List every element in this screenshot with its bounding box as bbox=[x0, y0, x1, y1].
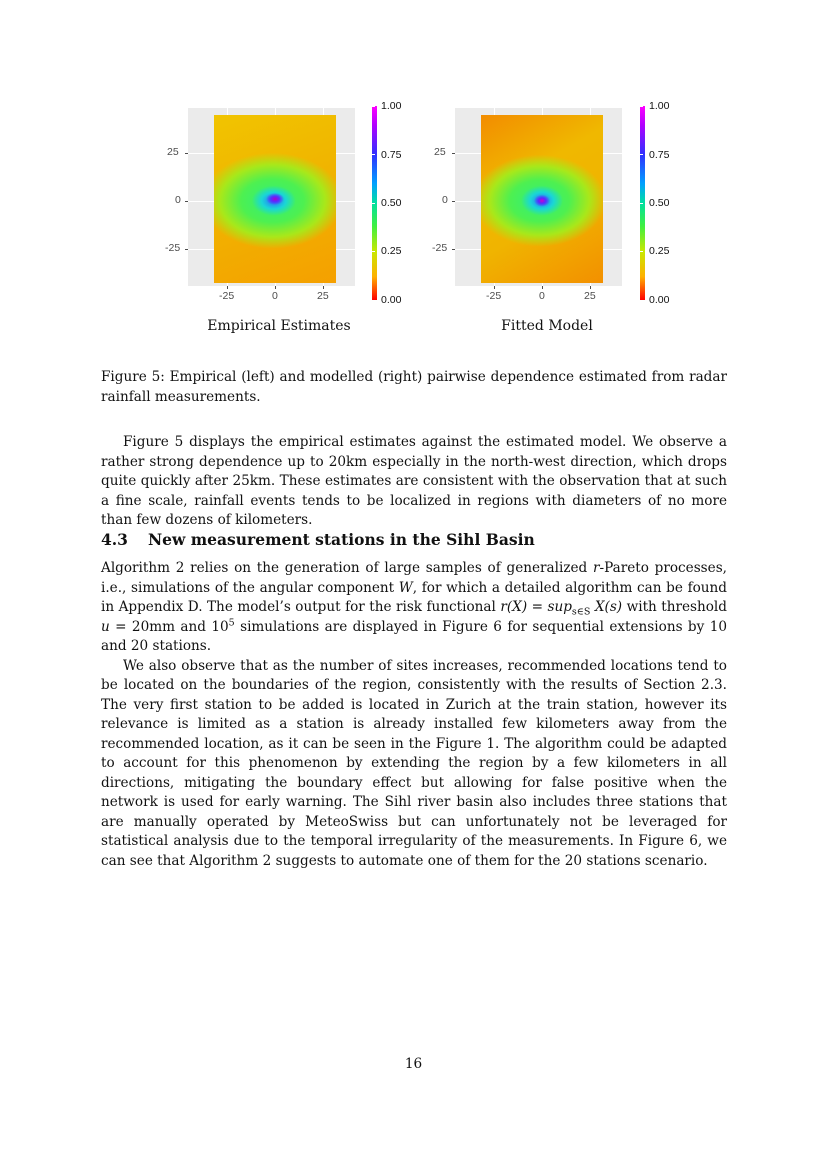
x-tick bbox=[275, 286, 276, 289]
colorbar-label: 0.00 bbox=[381, 294, 402, 306]
paragraph bbox=[101, 433, 727, 531]
y-tick bbox=[452, 201, 455, 202]
x-tick-label: 0 bbox=[272, 290, 278, 302]
colorbar-label: 0.25 bbox=[649, 245, 670, 257]
y-tick-label: -25 bbox=[432, 242, 448, 254]
colorbar-tick bbox=[372, 154, 375, 155]
math-formula: r(X) = sup bbox=[500, 599, 572, 615]
y-tick bbox=[452, 249, 455, 250]
math-W: W bbox=[398, 579, 413, 596]
colorbar-label: 0.50 bbox=[381, 197, 402, 209]
x-tick bbox=[227, 286, 228, 289]
colorbar-tick bbox=[640, 203, 643, 204]
colorbar-label: 0.25 bbox=[381, 245, 402, 257]
x-tick-label: 25 bbox=[584, 290, 596, 302]
section-title: New measurement stations in the Sihl Basin bbox=[147, 530, 535, 549]
y-tick bbox=[452, 153, 455, 154]
x-tick bbox=[542, 286, 543, 289]
x-tick bbox=[590, 286, 591, 289]
colorbar-tick bbox=[640, 154, 643, 155]
subfigure-caption-empirical: Empirical Estimates bbox=[207, 318, 351, 334]
text-run: Algorithm 2 relies on the generation of large samples of generalized bbox=[101, 560, 593, 576]
y-tick bbox=[185, 249, 188, 250]
x-tick-label: 25 bbox=[317, 290, 329, 302]
heatmap-empirical bbox=[214, 115, 336, 283]
y-tick-label: 0 bbox=[442, 194, 448, 206]
colorbar-tick bbox=[372, 106, 375, 107]
figure-caption: Figure 5: Empirical (left) and modelled (right) pairwise dependence estimated from radar rainfall measurements. bbox=[101, 369, 727, 405]
colorbar-label: 1.00 bbox=[649, 100, 670, 112]
y-tick-label: 0 bbox=[175, 194, 181, 206]
colorbar-tick bbox=[640, 106, 643, 107]
math-formula: X(s) bbox=[590, 599, 623, 615]
page-number: 16 bbox=[404, 1056, 423, 1072]
x-tick bbox=[323, 286, 324, 289]
colorbar-tick bbox=[640, 251, 643, 252]
paragraph-text bbox=[101, 559, 727, 657]
paragraph-text: Figure 5 displays the empirical estimates against the estimated model. We observe a rather strong dependence up to 20km especially in the north-west direction, which drops quite quickly after 25km. These estimates are consistent with the observation that at such a fine scale, rainfall events tends to be localized in regions with diameters of no more than few dozens of kilometers. bbox=[101, 434, 727, 528]
subfigure-caption-fitted: Fitted Model bbox=[501, 318, 593, 334]
math-u: u bbox=[101, 618, 110, 635]
x-tick-label: -25 bbox=[219, 290, 235, 302]
y-tick bbox=[185, 153, 188, 154]
text-run: = 20mm and 10 bbox=[109, 618, 229, 635]
x-tick-label: -25 bbox=[486, 290, 502, 302]
heatmap-fitted bbox=[481, 115, 603, 283]
math-subscript: s∈S bbox=[571, 606, 591, 618]
math-r: r bbox=[593, 560, 600, 576]
y-tick-label: 25 bbox=[434, 146, 446, 158]
x-tick-label: 0 bbox=[539, 290, 545, 302]
colorbar-tick bbox=[372, 203, 375, 204]
colorbar-label: 0.75 bbox=[649, 149, 670, 161]
text-run: simulations are displayed in Figure 6 for sequential extensions by 10 and 20 stations. bbox=[101, 618, 727, 654]
y-tick-label: -25 bbox=[165, 242, 181, 254]
y-tick-label: 25 bbox=[167, 146, 179, 158]
paragraph-text: We also observe that as the number of sites increases, recommended locations tend to be located on the boundaries of the region, consistently with the results of Section 2.3. The very first station to be added is located in Zurich at the train station, however its relevance is limited as a station is already installed few kilometers away from the recommended location, as it can be seen in the Figure 1. The algorithm could be adapted to account for this phenomenon by extending the region by a few kilometers in all directions, mitigating the boundary effect but allowing for false positive when the network is used for early warning. The Sihl river basin also includes three stations that are manually operated by MeteoSwiss but can unfortunately not be leveraged for statistical analysis due to the temporal irregularity of the measurements. In Figure 6, we can see that Algorithm 2 suggests to automate one of them for the 20 stations scenario. bbox=[101, 657, 727, 869]
colorbar-tick bbox=[372, 251, 375, 252]
colorbar-label: 1.00 bbox=[381, 100, 402, 112]
y-tick bbox=[185, 201, 188, 202]
x-tick bbox=[494, 286, 495, 289]
section-heading bbox=[101, 530, 535, 549]
math-superscript: 5 bbox=[228, 616, 235, 628]
text-run: -Pareto processes, i.e., simulations of the angular component bbox=[101, 560, 727, 596]
colorbar-label: 0.50 bbox=[649, 197, 670, 209]
text-run: , for which a detailed algorithm can be found in Appendix D. The model’s output for the risk functional bbox=[101, 579, 727, 615]
text-run: with threshold bbox=[622, 599, 727, 615]
colorbar-label: 0.75 bbox=[381, 149, 402, 161]
colorbar-label: 0.00 bbox=[649, 294, 670, 306]
section-number: 4.3 bbox=[101, 530, 128, 549]
paragraph bbox=[101, 559, 727, 871]
